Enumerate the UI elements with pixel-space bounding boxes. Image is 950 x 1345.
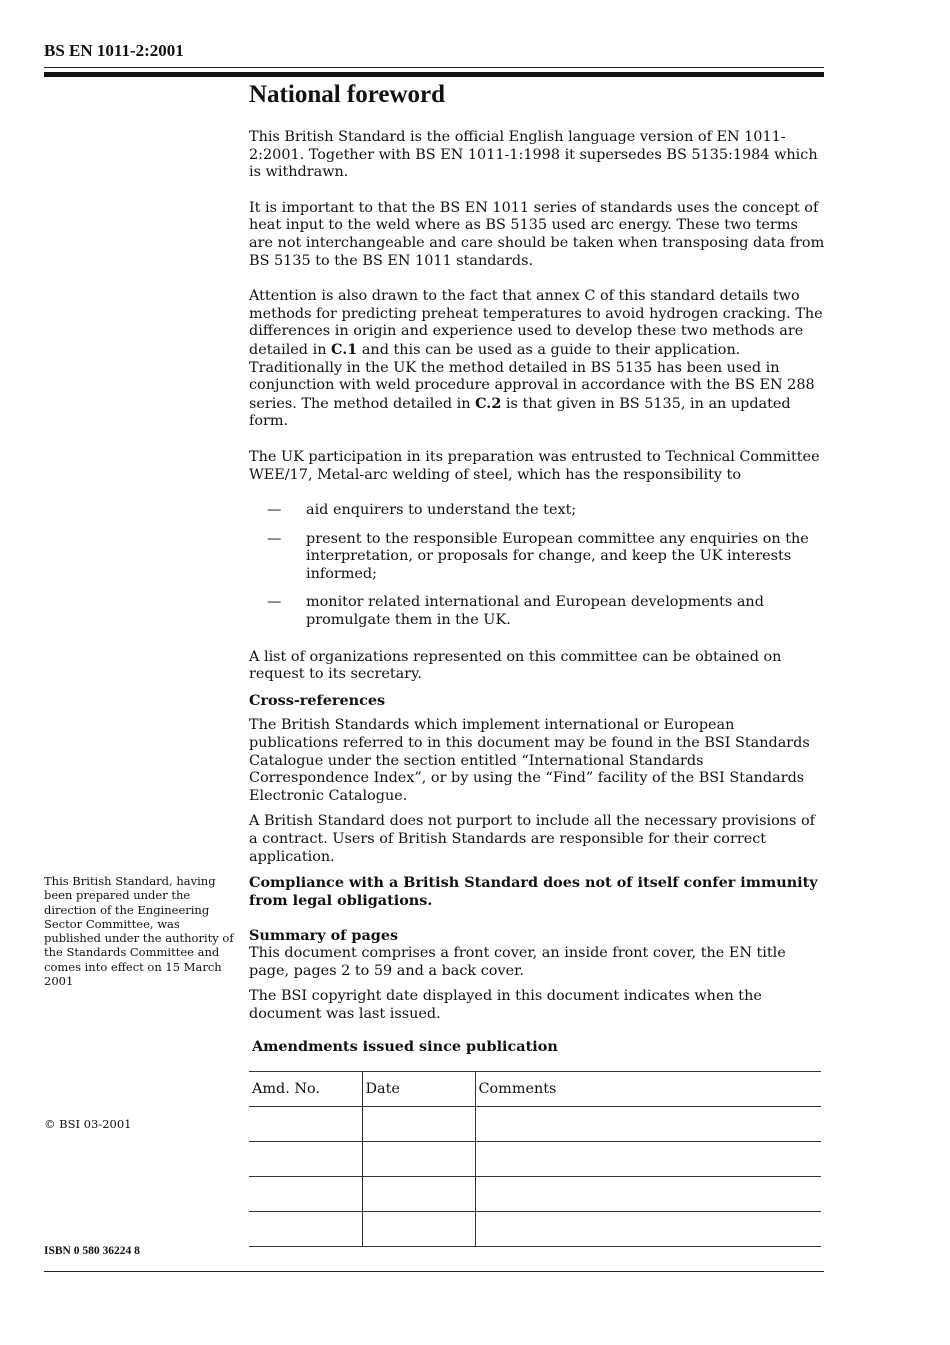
annex-c-text-1: Attention is also drawn to the fact that annex C of this standard details two methods for predicting preheat temperatures to avoid hydrogen cracking. The differences in origin and experience used to develop these two methods are detailed in [249, 288, 823, 358]
dash-marker: — [267, 502, 282, 519]
column-header-amd-no: Amd. No. [249, 1072, 362, 1107]
paragraph-organizations: A list of organizations represented on this committee can be obtained on request to its secretary. [249, 648, 782, 683]
table-cell [362, 1212, 475, 1247]
table-row [249, 1107, 821, 1142]
clause-ref-c1: C.1 [331, 340, 358, 358]
table-row [249, 1212, 821, 1247]
list-item-text: present to the responsible European committee any enquiries on the interpretation, or proposals for change, and keep the UK interests informed; [306, 530, 809, 582]
table-cell [249, 1142, 362, 1177]
list-item [249, 531, 825, 584]
paragraph-committee: The UK participation in its preparation was entrusted to Technical Committee WEE/17, Metal-arc welding of steel, which has the responsibility to [249, 448, 820, 483]
column-header-comments: Comments [475, 1072, 821, 1107]
paragraph-copyright-date: The BSI copyright date displayed in this document indicates when the document was last issued. [249, 988, 762, 1022]
list-item [249, 502, 825, 520]
compliance-statement: Compliance with a British Standard does not of itself confer immunity from legal obligations. [249, 874, 818, 909]
paragraph-summary: This document comprises a front cover, an inside front cover, the EN title page, pages 2 to 59 and a back cover. [249, 944, 786, 979]
annex-c-text-2: and this can be used as a guide to their application. Traditionally in the UK the method detailed in BS 5135 has been used in conjunction with weld procedure approval in accordance with the BS EN 288 series. The method detailed in [249, 341, 815, 412]
table-cell [249, 1107, 362, 1142]
header-rule-thin [44, 67, 824, 68]
table-header-row [249, 1072, 821, 1107]
table-cell [475, 1142, 821, 1177]
header-rule-thick [44, 72, 824, 77]
cross-references-heading: Cross-references [249, 691, 386, 709]
paragraph-heat-input: It is important to that the BS EN 1011 series of standards uses the concept of heat input to the weld where as BS 5135 used arc energy. These two terms are not interchangeable and care should be taken when transposing data from BS 5135 to the BS EN 1011 standards. [249, 199, 825, 269]
table-row [249, 1177, 821, 1212]
table-cell [249, 1212, 362, 1247]
paragraph-contract: A British Standard does not purport to include all the necessary provisions of a contract. Users of British Standards are responsible for their correct application. [249, 813, 815, 865]
paragraph-cross-references: The British Standards which implement international or European publications referred to in this document may be found in the BSI Standards Catalogue under the section entitled “International Standards Correspondence Index”, or by using the “Find” facility of the BSI Standards Electronic Catalogue. [249, 717, 810, 804]
list-item-text: aid enquirers to understand the text; [306, 502, 577, 519]
amendments-title: Amendments issued since publication [252, 1038, 558, 1055]
table-row [249, 1142, 821, 1177]
list-item-text: monitor related international and European developments and promulgate them in the UK. [306, 594, 764, 629]
table-cell [475, 1107, 821, 1142]
table-cell [362, 1142, 475, 1177]
paragraph-annex-c [249, 288, 825, 431]
dash-marker: — [267, 594, 282, 611]
column-header-date: Date [362, 1072, 475, 1107]
list-item [249, 594, 825, 629]
standard-code: BS EN 1011-2:2001 [44, 41, 184, 60]
table-cell [475, 1212, 821, 1247]
publication-note: This British Standard, having been prepared under the direction of the Engineering Sector Committee, was published under the authority of the Standards Committee and comes into effect on 15 March 2001 [44, 874, 234, 989]
copyright-notice: © BSI 03-2001 [44, 1117, 132, 1131]
foreword-body [249, 80, 825, 1041]
paragraph-version: This British Standard is the official English language version of EN 1011-2:2001. Together with BS EN 1011-1:1998 it supersedes BS 5135:1984 which is withdrawn. [249, 129, 818, 181]
table-cell [362, 1177, 475, 1212]
clause-ref-c2: C.2 [475, 394, 502, 412]
table-cell [362, 1107, 475, 1142]
dash-marker: — [267, 530, 282, 547]
footer-rule [44, 1271, 824, 1272]
page-title: National foreword [249, 81, 446, 108]
isbn: ISBN 0 580 36224 8 [44, 1245, 140, 1257]
amendments-rows [249, 1107, 821, 1247]
table-cell [249, 1177, 362, 1212]
table-cell [475, 1177, 821, 1212]
summary-heading: Summary of pages [249, 927, 399, 945]
amendments-table [249, 1071, 821, 1247]
annex-c-text-3: is that given in BS 5135, in an updated form. [249, 395, 791, 430]
responsibility-list [249, 502, 825, 630]
